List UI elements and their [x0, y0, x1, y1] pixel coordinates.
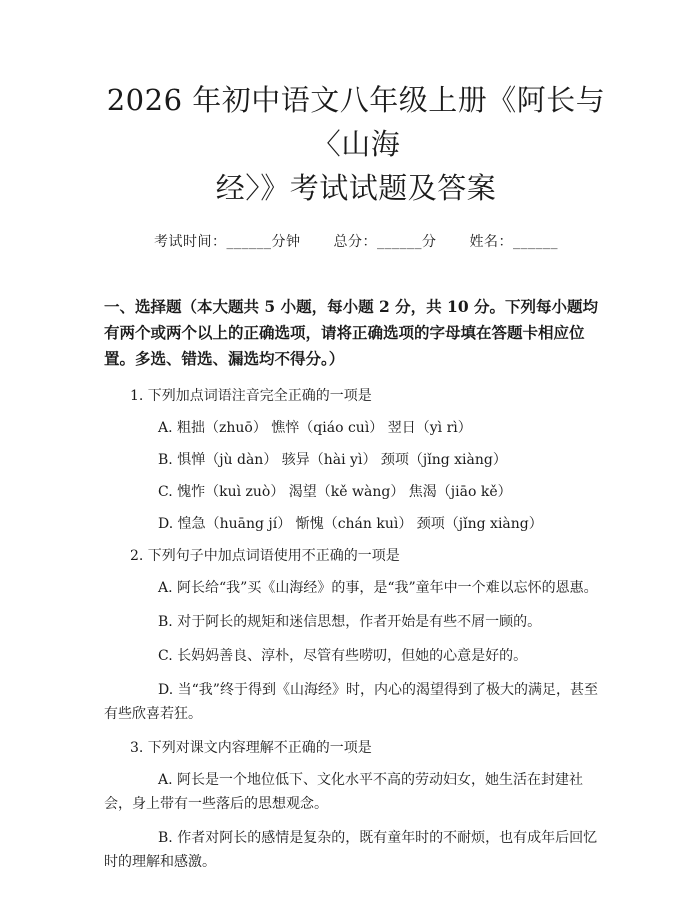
title-line-1: 2026 年初中语文八年级上册《阿长与〈山海	[106, 83, 606, 161]
question-2-stem: 2. 下列句子中加点词语使用不正确的一项是	[130, 548, 400, 564]
question-3-options	[104, 768, 608, 874]
question-2-option-b: B. 对于阿长的规矩和迷信思想，作者开始是有些不屑一顾的。	[158, 614, 542, 630]
section-1-heading: 一、选择题（本大题共 5 小题，每小题 2 分，共 10 分。下列每小题均有两个或两个以上的正确选项，请将正确选项的字母填在答题卡相应位置。多选、错选、漏选均不得分。）	[104, 297, 599, 368]
total-score-field: 总分：______分	[333, 234, 437, 250]
question-1-stem: 1. 下列加点词语注音完全正确的一项是	[130, 388, 372, 404]
question-3-option-a: A. 阿长是一个地位低下、文化水平不高的劳动妇女，她生活在封建社会，身上带有一些落后的思想观念。	[104, 772, 584, 812]
document-title	[104, 0, 608, 210]
question-1-option-b: B. 惧惮（jù dàn） 骇异（hài yì） 颈项（jǐng xiàng）	[158, 452, 507, 468]
question-2-options	[104, 576, 608, 726]
question-1-options	[104, 416, 608, 536]
question-2-option-c: C. 长妈妈善良、淳朴，尽管有些唠叨，但她的心意是好的。	[158, 648, 528, 664]
question-2-option-a: A. 阿长给“我”买《山海经》的事，是“我”童年中一个难以忘怀的恩惠。	[158, 580, 598, 596]
exam-meta	[104, 232, 608, 252]
question-1-option-c: C. 愧怍（kuì zuò） 渴望（kě wàng） 焦渴（jiāo kě）	[158, 484, 512, 500]
name-field: 姓名：______	[469, 234, 558, 250]
question-1-option-a: A. 粗拙（zhuō） 憔悴（qiáo cuì） 翌日（yì rì）	[158, 420, 472, 436]
exam-time-field: 考试时间：______分钟	[154, 234, 301, 250]
question-3-option-b: B. 作者对阿长的感情是复杂的，既有童年时的不耐烦，也有成年后回忆时的理解和感激。	[104, 830, 598, 870]
question-1-option-d: D. 惶急（huāng jí） 惭愧（chán kuì） 颈项（jǐng xiàng）	[158, 516, 543, 532]
question-2-option-d: D. 当“我”终于得到《山海经》时，内心的渴望得到了极大的满足，甚至有些欣喜若狂。	[104, 682, 598, 722]
question-3-stem: 3. 下列对课文内容理解不正确的一项是	[130, 740, 372, 756]
title-line-2: 经〉》考试试题及答案	[215, 171, 497, 205]
